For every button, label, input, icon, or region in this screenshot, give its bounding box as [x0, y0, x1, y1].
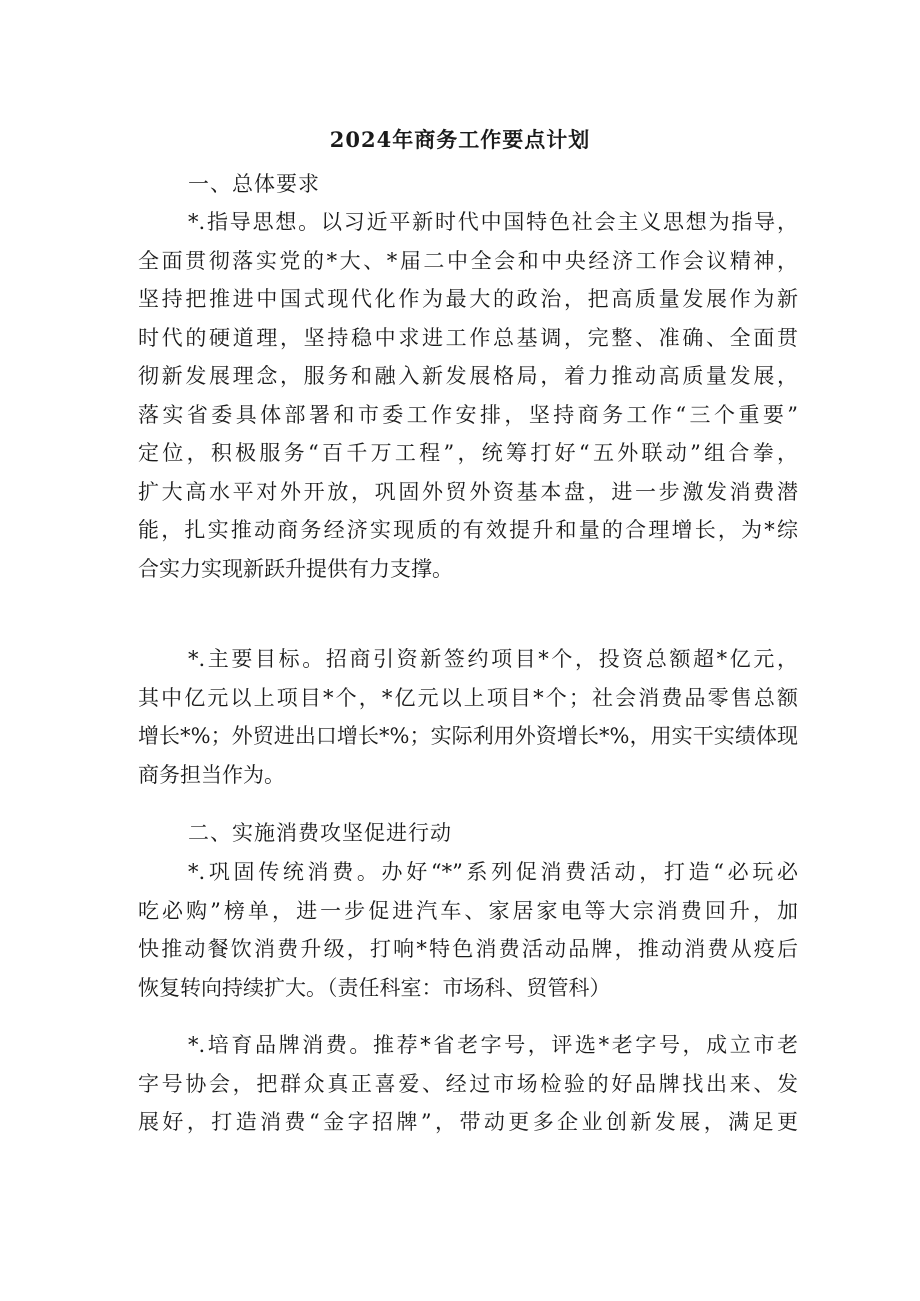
paragraph-brand-consumption: [138, 1026, 798, 1142]
paragraph-main-targets: [138, 640, 798, 794]
paragraph-line: 能，扎实推动商务经济实现质的有效提升和量的合理增长，为*综: [138, 518, 798, 542]
paragraph-line: 落实省委具体部署和市委工作安排，坚持商务工作“三个重要”: [138, 402, 798, 427]
paragraph-line: 恢复转向持续扩大。（责任科室：市场科、贸管科）: [138, 975, 611, 1000]
paragraph-line: 全面贯彻落实党的*大、*届二中全会和中央经济工作会议精神，: [138, 248, 798, 273]
paragraph-line: 商务担当作为。: [138, 762, 285, 787]
paragraph-line: 吃必购”榜单，进一步促进汽车、家居家电等大宗消费回升，加: [138, 898, 798, 923]
paragraph-line: 扩大高水平对外开放，巩固外贸外资基本盘，进一步激发消费潜: [138, 479, 798, 504]
paragraph-line: *.巩固传统消费。办好“*”系列促消费活动，打造“必玩必: [188, 860, 798, 884]
paragraph-line: 字号协会，把群众真正喜爱、经过市场检验的好品牌找出来、发: [138, 1071, 798, 1096]
section-heading-overall-requirements: 一、总体要求: [188, 172, 320, 196]
paragraph-line: 展好，打造消费“金字招牌”，带动更多企业创新发展，满足更: [138, 1110, 798, 1134]
paragraph-line: 坚持把推进中国式现代化作为最大的政治，把高质量发展作为新: [138, 287, 798, 311]
paragraph-line: 彻新发展理念，服务和融入新发展格局，着力推动高质量发展，: [138, 364, 798, 388]
paragraph-line: 快推动餐饮消费升级，打响*特色消费活动品牌，推动消费从疫后: [138, 937, 798, 961]
paragraph-line: *.指导思想。以习近平新时代中国特色社会主义思想为指导，: [188, 210, 798, 234]
paragraph-guiding-ideology: [138, 203, 798, 588]
paragraph-line: 合实力实现新跃升提供有力支撑。: [138, 556, 453, 581]
paragraph-line: 定位，积极服务“百千万工程”，统筹打好“五外联动”组合拳，: [138, 441, 798, 465]
paragraph-traditional-consumption: [138, 853, 798, 1007]
document-title: 2024年商务工作要点计划: [329, 127, 591, 152]
paragraph-line: *.培育品牌消费。推荐*省老字号，评选*老字号，成立市老: [188, 1033, 798, 1057]
paragraph-line: *.主要目标。招商引资新签约项目*个，投资总额超*亿元，: [188, 647, 798, 671]
paragraph-line: 其中亿元以上项目*个，*亿元以上项目*个；社会消费品零售总额: [138, 685, 798, 710]
section-heading-consumption-action: 二、实施消费攻坚促进行动: [188, 821, 452, 845]
paragraph-line: 增长*%；外贸进出口增长*%；实际利用外资增长*%，用实干实绩体现: [138, 724, 798, 748]
paragraph-line: 时代的硬道理，坚持稳中求进工作总基调，完整、准确、全面贯: [138, 325, 798, 350]
